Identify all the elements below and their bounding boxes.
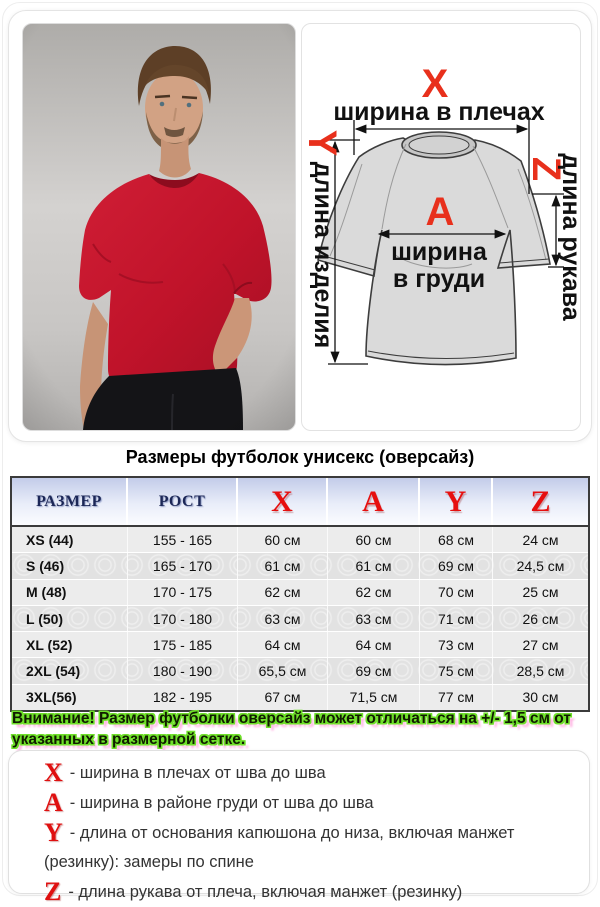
diagram-a-label-line2: в груди [392, 265, 486, 293]
cell-height: 155 - 165 [128, 527, 238, 552]
cell-y: 73 см [420, 632, 493, 657]
legend-item-x [44, 758, 565, 788]
col-header-height: РОСТ [128, 478, 238, 525]
cell-x: 61 см [238, 553, 328, 578]
cell-a: 69 см [328, 658, 420, 683]
legend-item-y [44, 818, 565, 877]
diagram-a-letter: A [425, 190, 455, 234]
cell-a: 61 см [328, 553, 420, 578]
col-header-z: Z [530, 484, 551, 518]
cell-height: 182 - 195 [128, 685, 238, 710]
product-images-card [8, 10, 592, 442]
diagram-x-letter: X [421, 62, 449, 106]
legend-item-z [44, 877, 565, 907]
cell-size: L (50) [12, 606, 128, 631]
legend-text-a: - ширина в районе груди от шва до шва [69, 794, 374, 812]
cell-y: 77 см [420, 685, 493, 710]
size-table [10, 476, 590, 712]
cell-y: 69 см [420, 553, 493, 578]
cell-size: S (46) [12, 553, 128, 578]
legend-letter-y: Y [44, 818, 63, 847]
cell-a: 62 см [328, 580, 420, 605]
legend-item-a [44, 788, 565, 818]
cell-y: 70 см [420, 580, 493, 605]
table-header-row [12, 478, 588, 527]
legend-letter-x: X [44, 758, 63, 787]
cell-height: 175 - 185 [128, 632, 238, 657]
table-row [12, 632, 588, 658]
table-row [12, 658, 588, 684]
size-table-title: Размеры футболок унисекс (оверсайз) [125, 447, 475, 467]
cell-x: 65,5 см [238, 658, 328, 683]
cell-y: 75 см [420, 658, 493, 683]
measurement-diagram-panel [300, 23, 585, 431]
diagram-y-label: длина изделия [309, 161, 337, 349]
table-row [12, 553, 588, 579]
cell-x: 63 см [238, 606, 328, 631]
cell-x: 64 см [238, 632, 328, 657]
cell-y: 68 см [420, 527, 493, 552]
diagram-z-label: длина рукава [557, 153, 585, 321]
cell-a: 63 см [328, 606, 420, 631]
diagram-x-label: ширина в плечах [333, 98, 545, 126]
legend-text-z: - длина рукава от плеча, включая манжет (резинку) [68, 883, 463, 901]
col-header-x: X [238, 478, 328, 525]
measurement-diagram [300, 24, 585, 430]
cell-x: 60 см [238, 527, 328, 552]
diagram-z-letter: Z [524, 156, 568, 182]
col-header-a: A [328, 478, 420, 525]
measurement-legend [8, 750, 590, 906]
legend-letter-z: Z [44, 877, 62, 906]
table-row [12, 527, 588, 553]
cell-z: 24 см [522, 531, 559, 548]
cell-height: 165 - 170 [128, 553, 238, 578]
cell-size: XS (44) [12, 527, 128, 552]
cell-size: 2XL (54) [12, 658, 128, 683]
table-row [12, 685, 588, 710]
cell-x: 67 см [238, 685, 328, 710]
cell-x: 62 см [238, 580, 328, 605]
cell-size: M (48) [12, 580, 128, 605]
legend-letter-a: A [44, 788, 63, 817]
cell-z: 25 см [522, 584, 559, 601]
legend-text-y: - длина от основания капюшона до низа, включая манжет (резинку): замеры по спине [44, 824, 515, 871]
model-photo [23, 24, 295, 430]
cell-z: 28,5 см [516, 663, 565, 680]
cell-z: 27 см [522, 636, 559, 653]
table-body [12, 527, 588, 710]
cell-a: 71,5 см [328, 685, 420, 710]
cell-a: 64 см [328, 632, 420, 657]
diagram-a-label-line1: ширина [391, 238, 487, 266]
col-header-y: Y [420, 478, 493, 525]
size-warning-text: Внимание! Размер футболки оверсайз может отличаться на +/- 1,5 см от указанных в размерной сетке. [12, 710, 571, 748]
legend-text-x: - ширина в плечах от шва до шва [69, 764, 326, 782]
diagram-y-letter: Y [300, 129, 344, 157]
cell-height: 170 - 175 [128, 580, 238, 605]
table-row [12, 606, 588, 632]
cell-height: 180 - 190 [128, 658, 238, 683]
cell-z: 26 см [522, 610, 559, 627]
model-photo-panel [22, 23, 296, 431]
cell-height: 170 - 180 [128, 606, 238, 631]
cell-size: XL (52) [12, 632, 128, 657]
table-row [12, 580, 588, 606]
cell-z: 24,5 см [516, 557, 565, 574]
cell-z: 30 см [522, 689, 559, 706]
cell-a: 60 см [328, 527, 420, 552]
cell-size: 3XL(56) [12, 685, 128, 710]
col-header-size: РАЗМЕР [12, 478, 128, 525]
cell-y: 71 см [420, 606, 493, 631]
